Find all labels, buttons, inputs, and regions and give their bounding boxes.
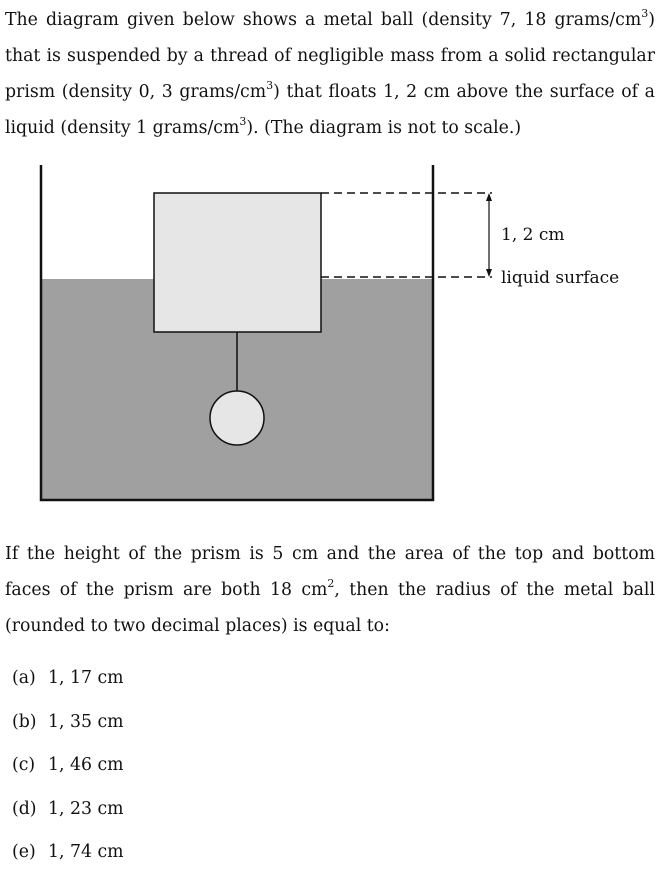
answer-options	[12, 658, 124, 876]
physics-diagram	[0, 155, 664, 515]
problem-intro	[5, 2, 655, 146]
option-label: (a)	[12, 668, 36, 688]
intro-text-3: ) that floats 1, 2 cm above the surface of a liquid (density 1 grams/cm	[5, 82, 655, 138]
question-text-2: , then the radius of the metal ball (rounded to two decimal places) is equal to:	[5, 580, 655, 636]
problem-question	[5, 536, 655, 644]
option-value: 1, 46 cm	[48, 755, 124, 775]
height-label: 1, 2 cm	[501, 225, 565, 245]
arrowhead-down	[486, 269, 492, 277]
option-b[interactable]	[12, 702, 124, 746]
question-text-1: If the height of the prism is 5 cm and the area of the top and bottom faces of the prism are both 18 cm	[5, 544, 655, 600]
option-c[interactable]	[12, 745, 124, 789]
arrowhead-up	[486, 193, 492, 201]
prism	[154, 193, 321, 332]
option-value: 1, 17 cm	[48, 668, 124, 688]
intro-text-2: ) that is suspended by a thread of negligible mass from a solid rectangular prism (density 0, 3 grams/cm	[5, 10, 655, 102]
liquid-surface-label: liquid surface	[501, 268, 620, 288]
intro-text-4: ). (The diagram is not to scale.)	[246, 118, 522, 138]
option-label: (e)	[12, 842, 36, 862]
intro-exponent-3: 3	[239, 115, 247, 129]
option-e[interactable]	[12, 832, 124, 876]
intro-exponent-1: 3	[641, 7, 649, 21]
option-label: (c)	[12, 755, 36, 775]
option-value: 1, 35 cm	[48, 711, 124, 732]
option-d[interactable]	[12, 789, 124, 833]
metal-ball	[210, 391, 264, 445]
option-label: (b)	[12, 711, 37, 732]
option-a[interactable]	[12, 658, 124, 702]
question-exponent: 2	[327, 577, 335, 591]
option-value: 1, 23 cm	[48, 798, 124, 819]
intro-text-1: The diagram given below shows a metal ball (density 7, 18 grams/cm	[5, 10, 642, 30]
intro-exponent-2: 3	[266, 79, 274, 93]
option-label: (d)	[12, 798, 37, 819]
option-value: 1, 74 cm	[48, 842, 124, 862]
